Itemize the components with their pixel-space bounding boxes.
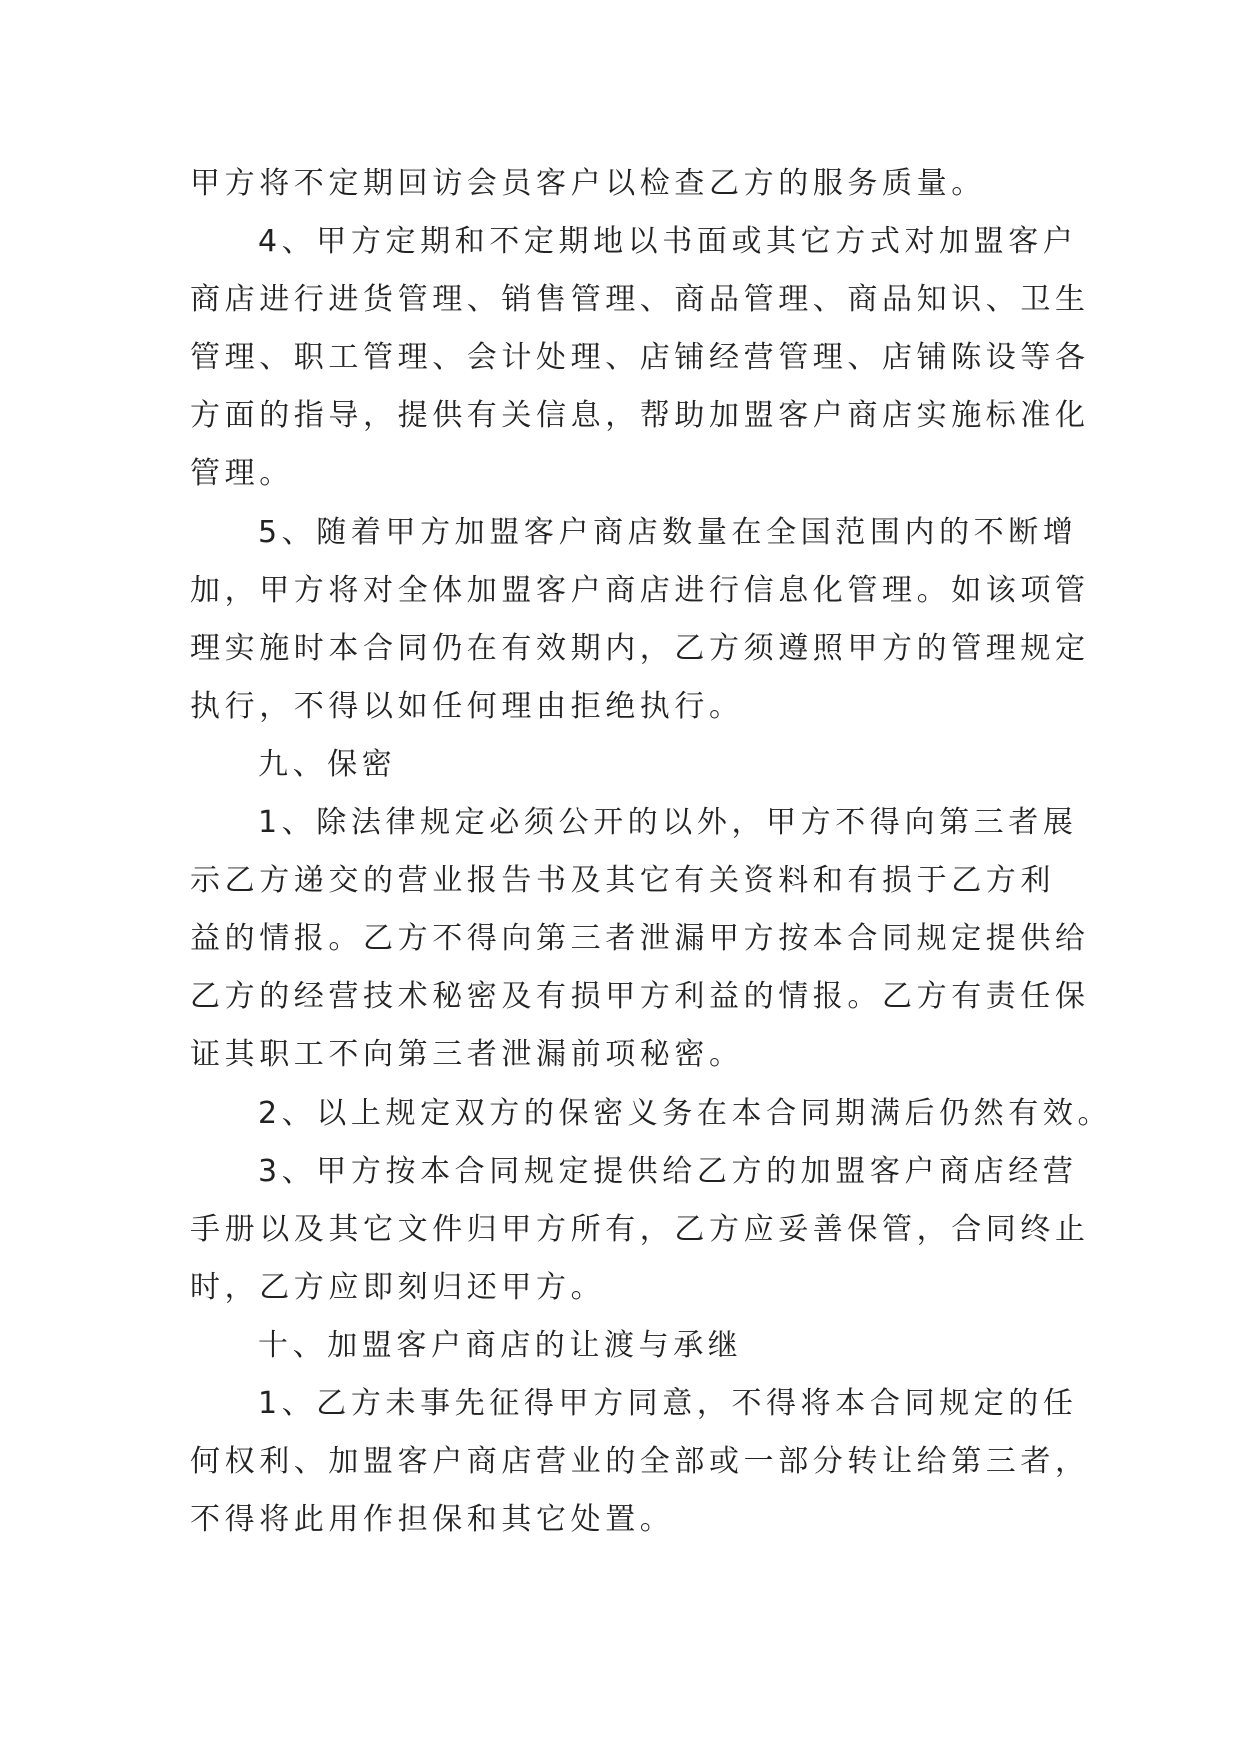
- text-line: 执行，不得以如任何理由拒绝执行。: [190, 688, 744, 724]
- text-line: 证其职工不向第三者泄漏前项秘密。: [190, 1037, 744, 1073]
- text-line: 管理。: [190, 456, 294, 492]
- text-line: 方面的指导，提供有关信息，帮助加盟客户商店实施标准化: [190, 398, 1090, 434]
- text-line: 4、甲方定期和不定期地以书面或其它方式对加盟客户: [258, 224, 1078, 260]
- text-line: 1、乙方未事先征得甲方同意，不得将本合同规定的任: [258, 1385, 1078, 1421]
- text-line: 示乙方递交的营业报告书及其它有关资料和有损于乙方利: [190, 863, 1055, 899]
- text-line: 3、甲方按本合同规定提供给乙方的加盟客户商店经营: [258, 1153, 1078, 1189]
- text-line: 加，甲方将对全体加盟客户商店进行信息化管理。如该项管: [190, 572, 1090, 608]
- text-line: 管理、职工管理、会计处理、店铺经营管理、店铺陈设等各: [190, 340, 1090, 376]
- text-line: 手册以及其它文件归甲方所有，乙方应妥善保管，合同终止: [190, 1211, 1090, 1247]
- section-heading: 九、保密: [258, 746, 397, 782]
- text-line: 1、除法律规定必须公开的以外，甲方不得向第三者展: [258, 805, 1078, 841]
- section-heading: 十、加盟客户商店的让渡与承继: [258, 1327, 743, 1363]
- text-line: 益的情报。乙方不得向第三者泄漏甲方按本合同规定提供给: [190, 921, 1090, 957]
- text-line: 商店进行进货管理、销售管理、商品管理、商品知识、卫生: [190, 282, 1090, 318]
- text-line: 时，乙方应即刻归还甲方。: [190, 1269, 606, 1305]
- text-line: 5、随着甲方加盟客户商店数量在全国范围内的不断增: [258, 514, 1078, 550]
- text-line: 理实施时本合同仍在有效期内，乙方须遵照甲方的管理规定: [190, 630, 1090, 666]
- text-line: 不得将此用作担保和其它处置。: [190, 1502, 675, 1538]
- text-line: 乙方的经营技术秘密及有损甲方利益的情报。乙方有责任保: [190, 979, 1090, 1015]
- document-body: [190, 155, 1113, 1549]
- text-line: 何权利、加盟客户商店营业的全部或一部分转让给第三者，: [190, 1444, 1090, 1480]
- text-line: 2、以上规定双方的保密义务在本合同期满后仍然有效。: [258, 1095, 1113, 1131]
- text-line: 甲方将不定期回访会员客户以检查乙方的服务质量。: [190, 166, 986, 201]
